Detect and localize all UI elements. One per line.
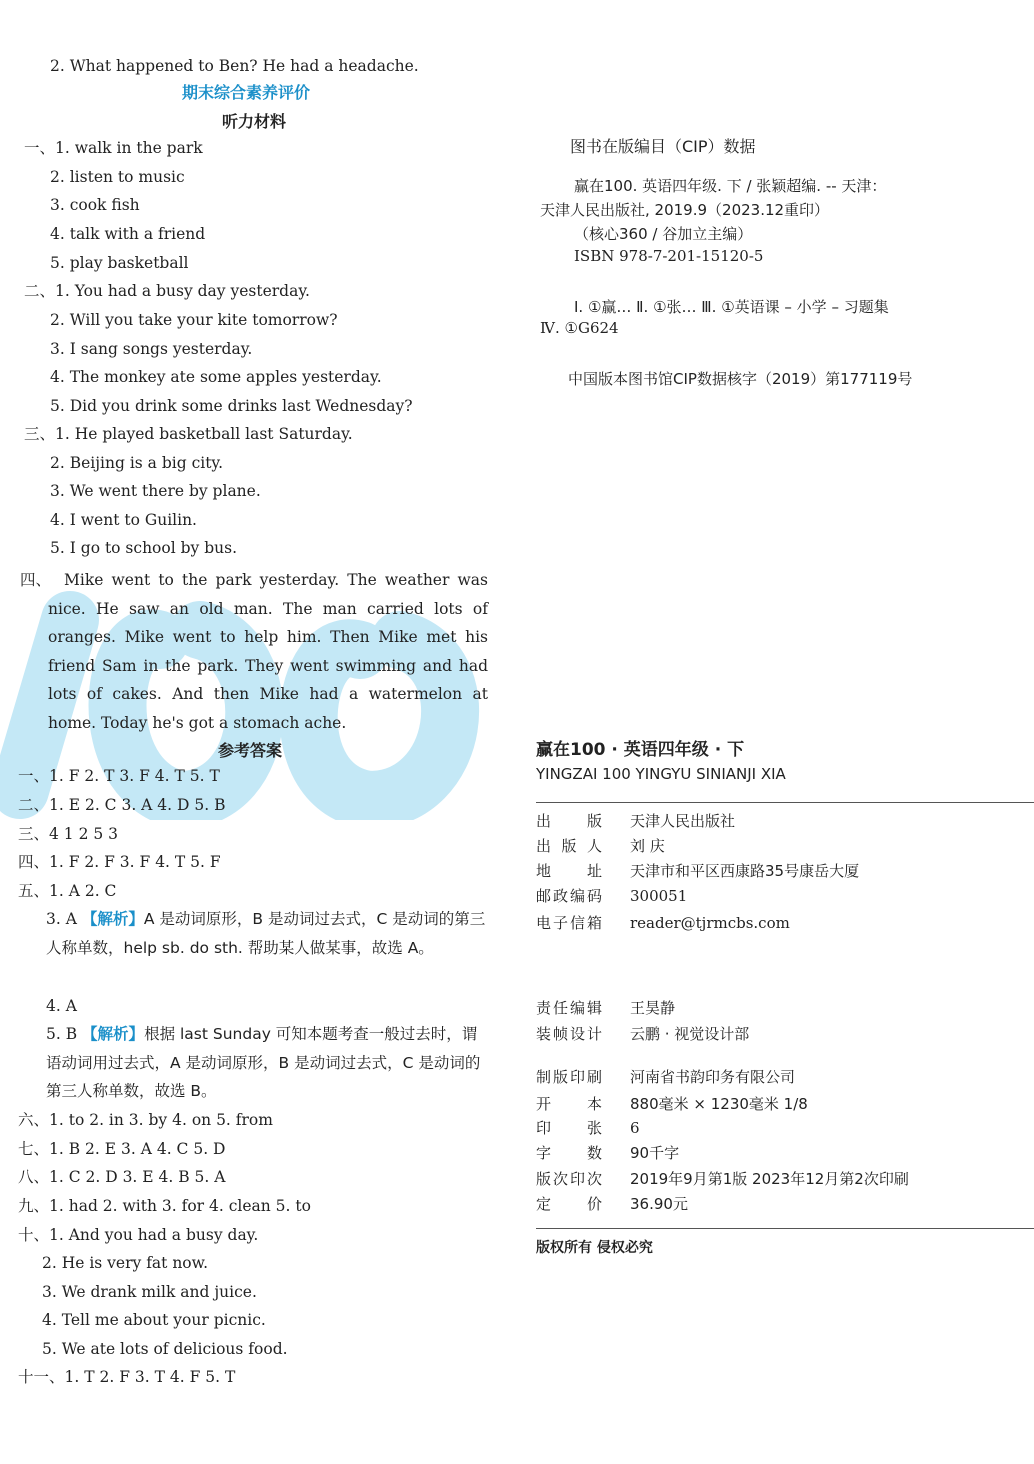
analysis-q3 (46, 905, 488, 962)
info-row (536, 1117, 640, 1138)
cip-line: 中国版本图书馆CIP数据核字（2019）第177119号 (568, 370, 913, 388)
analysis-tag: 【解析】 (82, 1025, 145, 1043)
listening-line: 2. listen to music (50, 168, 185, 186)
info-row (536, 1066, 795, 1087)
info-value: 河南省书韵印务有限公司 (630, 1068, 796, 1086)
info-row (536, 997, 675, 1018)
info-value: 王昊静 (630, 999, 676, 1017)
answer-line: 3. We drank milk and juice. (42, 1283, 257, 1301)
listening-line: 二、1. You had a busy day yesterday. (24, 282, 310, 300)
answer-line: 2. He is very fat now. (42, 1254, 208, 1272)
answer-line: 六、1. to 2. in 3. by 4. on 5. from (18, 1111, 273, 1129)
info-key: 字数 (536, 1144, 602, 1162)
listening-title: 听力材料 (222, 112, 287, 131)
answer-line: 八、1. C 2. D 3. E 4. B 5. A (18, 1168, 226, 1186)
analysis-tag: 【解析】 (81, 910, 144, 928)
cip-title: 图书在版编目（CIP）数据 (570, 137, 756, 156)
previous-answer-line: 2. What happened to Ben? He had a headache. (50, 57, 419, 75)
info-key: 出版 (536, 812, 602, 830)
info-row (536, 885, 687, 906)
answer-line: 九、1. had 2. with 3. for 4. clean 5. to (18, 1197, 311, 1215)
info-key: 地址 (536, 862, 602, 880)
answer-line: 4. A (46, 997, 77, 1015)
info-row (536, 835, 665, 856)
answer-line: 五、1. A 2. C (18, 882, 117, 900)
info-value: 刘 庆 (630, 837, 665, 855)
cip-line: Ⅳ. ①G624 (540, 319, 619, 337)
info-row (536, 912, 790, 933)
listening-line: 3. We went there by plane. (50, 482, 261, 500)
info-key: 印张 (536, 1119, 602, 1137)
cip-line: ISBN 978-7-201-15120-5 (574, 247, 764, 265)
listening-line: 3. I sang songs yesterday. (50, 340, 253, 358)
info-key: 电子信箱 (536, 914, 602, 932)
cip-line: 赢在100. 英语四年级. 下 / 张颖超编. -- 天津： (574, 177, 887, 195)
analysis-q5 (46, 1020, 488, 1106)
listening-line: 2. Will you take your kite tomorrow? (50, 311, 338, 329)
info-row (536, 1142, 679, 1163)
answer-line: 三、4 1 2 5 3 (18, 825, 119, 843)
info-row (536, 860, 859, 881)
info-row (536, 810, 735, 831)
answer-line: 十、1. And you had a busy day. (18, 1226, 259, 1244)
passage-number: 四、 (20, 571, 52, 589)
listening-line: 5. play basketball (50, 254, 189, 272)
listening-line: 3. cook fish (50, 196, 140, 214)
answer-line: 4. Tell me about your picnic. (42, 1311, 266, 1329)
listening-line: 一、1. walk in the park (24, 139, 203, 157)
answer-line: 一、1. F 2. T 3. F 4. T 5. T (18, 767, 220, 785)
listening-line: 2. Beijing is a big city. (50, 454, 224, 472)
info-value: 云鹏 · 视觉设计部 (630, 1025, 750, 1043)
q5-number: 5. B (46, 1025, 78, 1043)
info-value: 天津人民出版社 (630, 812, 736, 830)
info-value: reader@tjrmcbs.com (630, 914, 790, 932)
book-pinyin: YINGZAI 100 YINGYU SINIANJI XIA (536, 765, 786, 783)
info-key: 开本 (536, 1095, 602, 1113)
section-title: 期末综合素养评价 (182, 83, 311, 102)
info-value: 6 (630, 1119, 640, 1137)
listening-line: 4. The monkey ate some apples yesterday. (50, 368, 382, 386)
q5-explanation: 根据 last Sunday 可知本题考查一般过去时，谓语动词用过去式，A 是动词原形，B 是动词过去式，C 是动词的第三人称单数，故选 B。 (46, 1025, 481, 1101)
info-key: 定价 (536, 1195, 602, 1213)
info-row (536, 1193, 688, 1214)
info-row (536, 1093, 808, 1114)
info-key: 责任编辑 (536, 999, 602, 1017)
q3-number: 3. A (46, 910, 77, 928)
listening-line: 5. Did you drink some drinks last Wednesday? (50, 397, 413, 415)
answer-line: 七、1. B 2. E 3. A 4. C 5. D (18, 1140, 226, 1158)
answers-title: 参考答案 (218, 741, 283, 760)
listening-line: 4. talk with a friend (50, 225, 206, 243)
info-value: 880毫米 × 1230毫米 1/8 (630, 1095, 808, 1113)
info-value: 2019年9月第1版 2023年12月第2次印刷 (630, 1170, 909, 1188)
info-value: 天津市和平区西康路35号康岳大厦 (630, 862, 860, 880)
answer-line: 二、1. E 2. C 3. A 4. D 5. B (18, 796, 226, 814)
info-key: 制版印刷 (536, 1068, 602, 1086)
info-key: 邮政编码 (536, 887, 602, 905)
info-value: 90千字 (630, 1144, 680, 1162)
answer-line: 四、1. F 2. F 3. F 4. T 5. F (18, 853, 221, 871)
info-key: 版次印次 (536, 1170, 602, 1188)
listening-line: 5. I go to school by bus. (50, 539, 237, 557)
cip-line: Ⅰ. ①赢… Ⅱ. ①张… Ⅲ. ①英语课 – 小学 – 习题集 (574, 298, 889, 316)
answer-line: 十一、1. T 2. F 3. T 4. F 5. T (18, 1368, 236, 1386)
info-value: 36.90元 (630, 1195, 688, 1213)
listening-passage (20, 566, 488, 738)
copyright-notice: 版权所有 侵权必究 (536, 1240, 653, 1256)
q3-explanation: A 是动词原形，B 是动词过去式，C 是动词的第三人称单数，help sb. do sth. 帮助某人做某事，故选 A。 (46, 910, 486, 957)
cip-line: （核心360 / 谷加立主编） (574, 225, 753, 243)
cip-line: 天津人民出版社, 2019.9（2023.12重印） (540, 201, 830, 219)
divider (536, 1228, 1034, 1229)
info-row (536, 1168, 909, 1189)
listening-line: 三、1. He played basketball last Saturday. (24, 425, 353, 443)
info-key: 出版人 (536, 837, 602, 855)
answer-line: 5. We ate lots of delicious food. (42, 1340, 288, 1358)
book-title: 赢在100 · 英语四年级 · 下 (536, 740, 745, 760)
passage-text: Mike went to the park yesterday. The weather was nice. He saw an old man. The man carried lots of oranges. Mike went to help him. Then Mike met his friend Sam in the park. They went swimming and had lots of cakes. And then Mike had a watermelon at home. Today he's got a stomach ache. (48, 571, 488, 732)
info-key: 装帧设计 (536, 1025, 602, 1043)
info-row (536, 1023, 749, 1044)
listening-line: 4. I went to Guilin. (50, 511, 197, 529)
info-value: 300051 (630, 887, 688, 905)
divider (536, 802, 1034, 803)
